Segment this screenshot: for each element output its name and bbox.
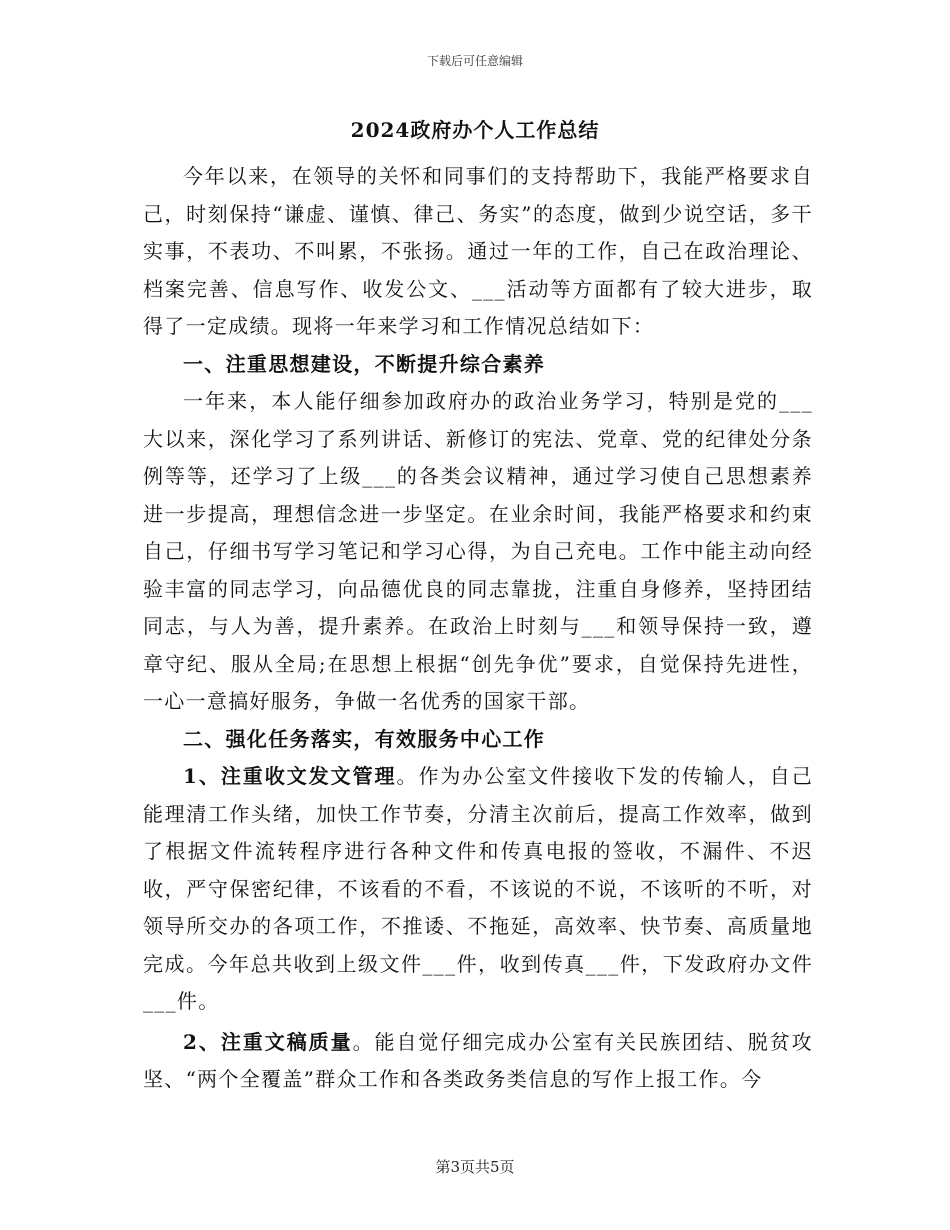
- item-1-lead: 1、注重收文发文管理: [183, 764, 397, 788]
- item-2-body: 。能自觉仔细完成办公室有关民族团结、脱贫攻坚、“两个全覆盖”群众工作和各类政务类信息的写作上报工作。今: [143, 1029, 813, 1091]
- section-heading-1: 一、注重思想建设，不断提升综合素养: [183, 351, 546, 376]
- item-1-body: 。作为办公室文件接收下发的传输人，自己能理清工作头绪，加快工作节奏，分清主次前后，提高工作效率，做到了根据文件流转程序进行各种文件和传真电报的签收，不漏件、不迟收，严守保密纪律，不该看的不看，不该说的不说，不该听的不听，对领导所交办的各项工作，不推诿、不拖延，高效率、快节奏、高质量地完成。今年总共收到上级文件___件，收到传真___件，下发政府办文件___件。: [143, 764, 813, 1013]
- item-1-paragraph: [143, 758, 813, 1021]
- item-2-lead: 2、注重文稿质量: [183, 1029, 353, 1054]
- item-2-paragraph: [143, 1024, 813, 1099]
- section-1-paragraph: 一年来，本人能仔细参加政府办的政治业务学习，特别是党的___大以来，深化学习了系列讲话、新修订的宪法、党章、党的纪律处分条例等等，还学习了上级___的各类会议精神，通过学习使自己思想素养进一步提高，理想信念进一步坚定。在业余时间，我能严格要求和约束自己，仔细书写学习笔记和学习心得，为自己充电。工作中能主动向经验丰富的同志学习，向品德优良的同志靠拢，注重自身修养，坚持团结同志，与人为善，提升素养。在政治上时刻与___和领导保持一致，遵章守纪、服从全局;在思想上根据“创先争优”要求，自觉保持先进性，一心一意搞好服务，争做一名优秀的国家干部。: [143, 389, 813, 713]
- document-title: 2024政府办个人工作总结: [350, 118, 600, 142]
- section-heading-2: 二、强化任务落实，有效服务中心工作: [183, 726, 546, 751]
- page-footer: 第3页共5页: [435, 1158, 515, 1176]
- document-body: [143, 158, 813, 1099]
- intro-paragraph: 今年以来，在领导的关怀和同事们的支持帮助下，我能严格要求自己，时刻保持“谦虚、谨慎、律己、务实”的态度，做到少说空话，多干实事，不表功、不叫累，不张扬。通过一年的工作，自己在政治理论、档案完善、信息写作、收发公文、___活动等方面都有了较大进步，取得了一定成绩。现将一年来学习和工作情况总结如下：: [143, 164, 813, 338]
- header-note: 下载后可任意编辑: [426, 54, 523, 68]
